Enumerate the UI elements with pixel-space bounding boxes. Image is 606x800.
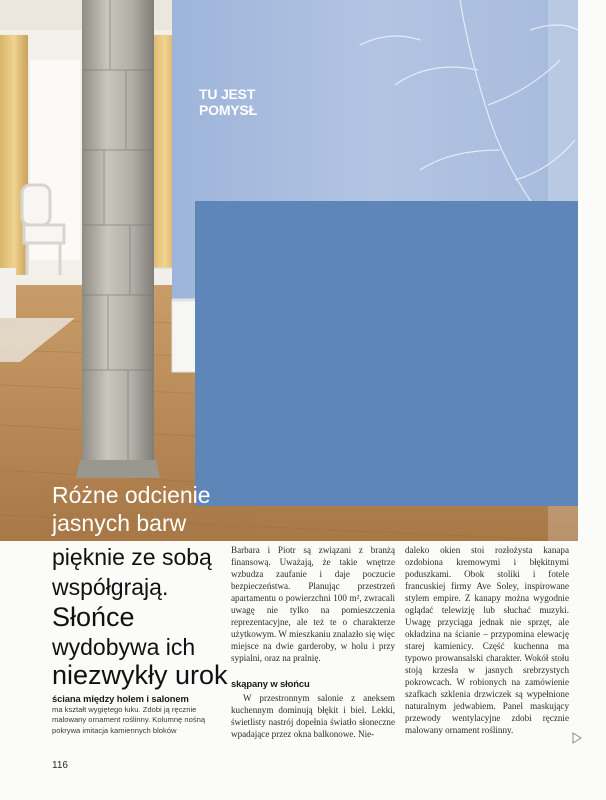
- column-2-paragraph-1: daleko okien stoi rozłożysta kanapa ozdobiona kremowymi i błękitnymi poduszkami. Obok stoliki i fotele francuskiej firmy Ave Soley, inspirowane stylem empire. Z kanapy można wygodnie oglądać telewizję lub słuchać muzyki. Uwagę przyciąga jednak nie sprzęt, ale okładzina na ścianie – przypomina elewację starej kamienicy. Część kuchenna ma typowo prowansalski charakter. Wokół stołu stoją krzesła w jasnych srebrzystych pokrowcach. W robionych na zamówienie szafkach szklenia drzwiczek są wypełnione naturalnym jedwabiem. Panel maskujący przewody wentylacyjne zdobi ręcznie malowany ornament roślinny.: [405, 545, 569, 735]
- headline-line-7: niezwykły urok: [52, 660, 228, 690]
- headline-line-1: Różne odcienie: [52, 482, 211, 508]
- page-number: 116: [52, 760, 68, 771]
- caption-title: ściana między holem i salonem: [52, 693, 189, 704]
- idea-badge: [195, 83, 267, 121]
- headline-line-2: jasnych barw: [52, 510, 187, 536]
- caption-text: ma kształt wygiętego łuku. Zdobi ją ręcznie malowany ornament roślinny. Kolumnę nośną pokrywa imitacja kamiennych bloków: [52, 705, 206, 735]
- headline-line-4: współgrają.: [52, 574, 169, 600]
- headline-line-6: wydobywa ich: [52, 634, 196, 660]
- badge-line-1: TU JEST: [199, 86, 256, 102]
- article-column-2: [405, 544, 569, 736]
- badge-arrow-icon: [195, 83, 578, 541]
- section-subheading: skąpany w słońcu: [231, 678, 310, 689]
- photo-caption: [52, 694, 230, 736]
- triangle-right-icon[interactable]: [572, 732, 582, 744]
- article-column-1: [231, 544, 395, 740]
- badge-line-2: POMYSŁ: [199, 102, 257, 118]
- column-1-paragraph-2: W przestronnym salonie z aneksem kuchennym dominują błękit i biel. Lekki, świetlisty nastrój dopełnia światło słoneczne wpadające przez okna balkonowe. Nie-: [231, 693, 395, 739]
- headline-line-5: Słońce: [52, 602, 135, 632]
- headline-line-3: pięknie ze sobą: [52, 544, 212, 570]
- column-1-paragraph-1: Barbara i Piotr są związani z branżą finansową. Uważają, że takie wnętrze wzbudza zaufanie i daje poczucie bezpieczeństwa. Planując przestrzeń apartamentu o powierzchni 100 m², zwracali uwagę nie tylko na pomieszczenia reprezentacyjne, ale też te o charakterze użytkowym. W mieszkaniu znalazło się więc miejsce na dwie garderoby, w holu i przy sypialni, oraz na pralnię.: [231, 545, 395, 663]
